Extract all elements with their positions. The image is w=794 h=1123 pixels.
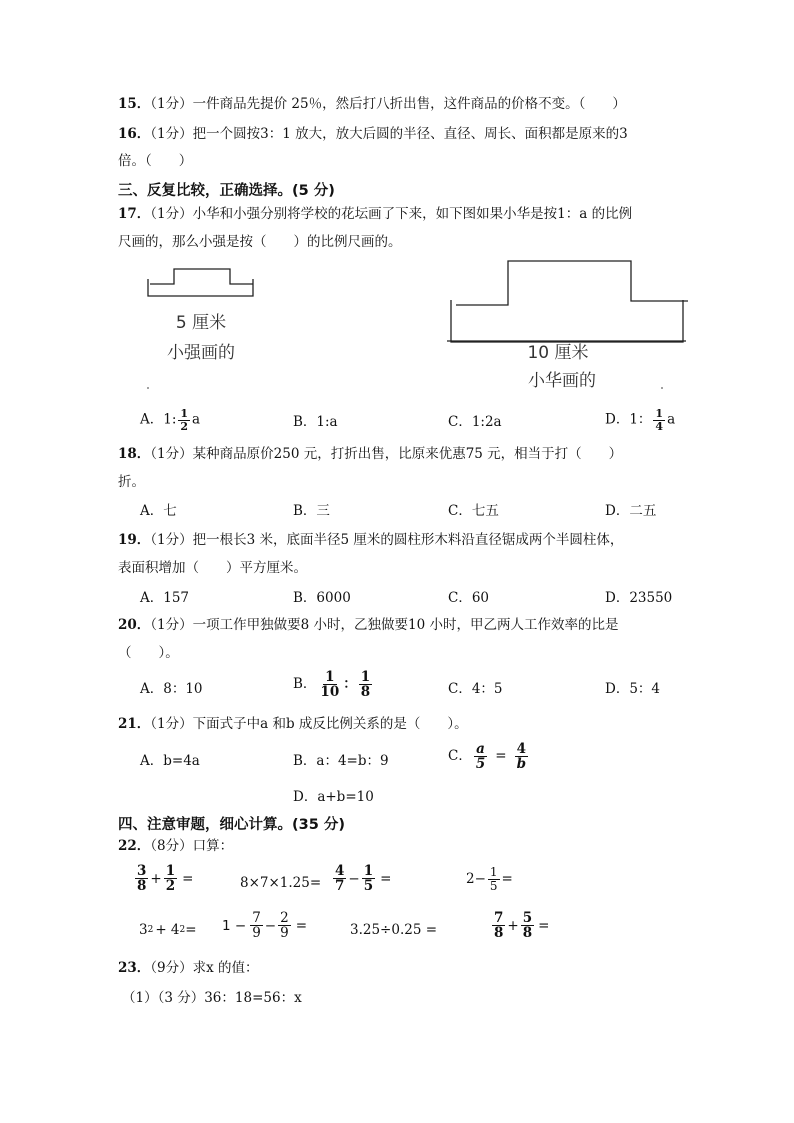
fraction: $\frac{3}{8}$ (137, 863, 147, 895)
calc-4: 2− $\frac{1}{5}$ = (466, 865, 513, 893)
question-16-line2: 倍。（ ） (118, 153, 193, 169)
question-17: 17．（1分）小华和小强分别将学校的花坛画了下来，如下图如果小华是按1：a 的比例 (118, 206, 633, 222)
option-d: D．a+b=10 (293, 789, 374, 805)
question-number: 19 (118, 532, 137, 548)
question-score: （1分） (150, 532, 193, 548)
question-16: 16．（1分）把一个圆按3：1 放大，放大后圆的半径、直径、周长、面积都是原来的3 (118, 126, 628, 142)
question-number: 18 (118, 446, 137, 462)
calc-3: $\frac{4}{7}$ − $\frac{1}{5}$ = (335, 863, 392, 895)
question-18: 18．（1分）某种商品原价250 元，打折出售，比原来优惠75 元，相当于打（ ） (118, 446, 623, 462)
figure-left-dimension: 5 厘米 (175, 313, 227, 333)
flowerbed-figures (0, 255, 794, 405)
option-a: A．157 (140, 590, 190, 606)
question-20-line2: （ ）。 (118, 645, 179, 661)
calc-2: 8×7×1.25= (240, 875, 322, 891)
question-number: 17 (118, 206, 137, 222)
question-number: 21 (118, 716, 137, 732)
option-b: B．1:a (293, 414, 338, 430)
question-text: 下面式子中a 和b 成反比例关系的是（ ）。 (192, 716, 468, 732)
fraction: $\frac{2}{9}$ (280, 910, 289, 942)
question-text: 把一根长3 米，底面半径5 厘米的圆柱形木料沿直径锯成两个半圆柱体， (192, 532, 624, 548)
question-score: （9分） (150, 960, 193, 976)
question-text: 一件商品先提价 25％，然后打八折出售，这件商品的价格不变。（ ） (192, 96, 626, 112)
fraction: $\frac{4}{7}$ (335, 863, 345, 895)
question-21: 21．（1分）下面式子中a 和b 成反比例关系的是（ ）。 (118, 716, 468, 732)
question-text: 求x 的值： (192, 960, 259, 976)
option-b: B． $\frac{1}{10}$ ： $\frac{1}{8}$ (293, 669, 371, 701)
option-a: A．七 (140, 503, 177, 519)
option-d: D．1： $\frac{1}{4}$ a (605, 407, 676, 433)
question-number: 16 (118, 126, 137, 142)
section-title: 三、反复比较，正确选择。(5 分) (118, 183, 335, 199)
question-23-sub1: （1）（3 分）36：18=56：x (122, 990, 302, 1006)
option-d: D．二五 (605, 503, 657, 519)
question-score: （1分） (150, 446, 193, 462)
question-score: （1分） (150, 126, 193, 142)
fraction: $\frac{7}{8}$ (494, 910, 504, 942)
fraction: $\frac{1}{8}$ (360, 669, 371, 701)
question-number: 23 (118, 960, 137, 976)
figure-xiaohua (447, 261, 688, 342)
question-17-line2: 尺画的，那么小强是按（ ）的比例尺画的。 (118, 234, 402, 250)
option-c: C．4：5 (448, 681, 503, 697)
question-22: 22．（8分）口算： (118, 838, 234, 854)
question-text: 口算： (192, 838, 234, 854)
question-number: 22 (118, 838, 137, 854)
fraction: $\frac{1}{2}$ (180, 407, 189, 433)
figure-xiaoqiang (148, 269, 253, 296)
fraction: $\frac{4}{b}$ (516, 741, 527, 773)
fraction: $\frac{1}{5}$ (489, 865, 498, 893)
calc-1: $\frac{3}{8}$ + $\frac{1}{2}$ = (137, 863, 194, 895)
question-number: 20 (118, 617, 137, 633)
question-text: 某种商品原价250 元，打折出售，比原来优惠75 元，相当于打（ ） (192, 446, 623, 462)
question-text: 小华和小强分别将学校的花坛画了下来，如下图如果小华是按1：a 的比例 (192, 206, 633, 222)
question-23: 23．（9分）求x 的值： (118, 960, 259, 976)
question-score: （1分） (150, 96, 193, 112)
fraction: $\frac{1}{5}$ (363, 863, 374, 895)
fraction: $\frac{1}{10}$ (320, 669, 340, 701)
option-d: D．5：4 (605, 681, 661, 697)
question-18-line2: 折。 (118, 474, 145, 490)
option-a: A．8：10 (140, 681, 203, 697)
fraction: $\frac{7}{9}$ (252, 910, 261, 942)
figure-right-label: 小华画的 (528, 371, 596, 391)
option-a: A．1: $\frac{1}{2}$ a (140, 407, 201, 433)
option-b: B．三 (293, 503, 330, 519)
question-score: （1分） (150, 716, 193, 732)
calc-6: 1 − $\frac{7}{9}$ − $\frac{2}{9}$ = (222, 910, 308, 942)
question-19-line2: 表面积增加（ ）平方厘米。 (118, 560, 307, 576)
option-b: B．6000 (293, 590, 351, 606)
question-score: （1分） (150, 206, 193, 222)
section-title: 四、注意审题，细心计算。(35 分) (118, 817, 345, 833)
option-c: C．七五 (448, 503, 499, 519)
figure-left-label: 小强画的 (167, 343, 235, 363)
option-c: C． $\frac{a}{5}$ = $\frac{4}{b}$ (448, 741, 527, 773)
question-20: 20．（1分）一项工作甲独做要8 小时，乙独做要10 小时，甲乙两人工作效率的比是 (118, 617, 619, 633)
fraction: $\frac{1}{2}$ (165, 863, 176, 895)
option-c: C．1:2a (448, 414, 502, 430)
fraction: $\frac{1}{4}$ (655, 407, 664, 433)
question-15: 15．（1分）一件商品先提价 25％，然后打八折出售，这件商品的价格不变。（ ） (118, 96, 626, 112)
option-b: B．a：4=b：9 (293, 753, 389, 769)
option-d: D．23550 (605, 590, 673, 606)
question-text: 把一个圆按3：1 放大，放大后圆的半径、直径、周长、面积都是原来的3 (192, 126, 628, 142)
question-19: 19．（1分）把一根长3 米，底面半径5 厘米的圆柱形木料沿直径锯成两个半圆柱体， (118, 532, 624, 548)
fraction: $\frac{a}{5}$ (475, 741, 486, 773)
option-c: C．60 (448, 590, 490, 606)
fraction: $\frac{5}{8}$ (522, 910, 533, 942)
question-text: 一项工作甲独做要8 小时，乙独做要10 小时，甲乙两人工作效率的比是 (192, 617, 619, 633)
question-number: 15 (118, 96, 137, 112)
calc-7: 3.25÷0.25 = (350, 922, 438, 938)
option-a: A．b=4a (140, 753, 200, 769)
figure-right-dimension: 10 厘米 (527, 343, 589, 363)
calc-8: $\frac{7}{8}$ + $\frac{5}{8}$ = (494, 910, 550, 942)
question-score: （1分） (150, 617, 193, 633)
calc-5: 3 2 + 4 2 = (139, 922, 197, 938)
question-score: （8分） (150, 838, 193, 854)
